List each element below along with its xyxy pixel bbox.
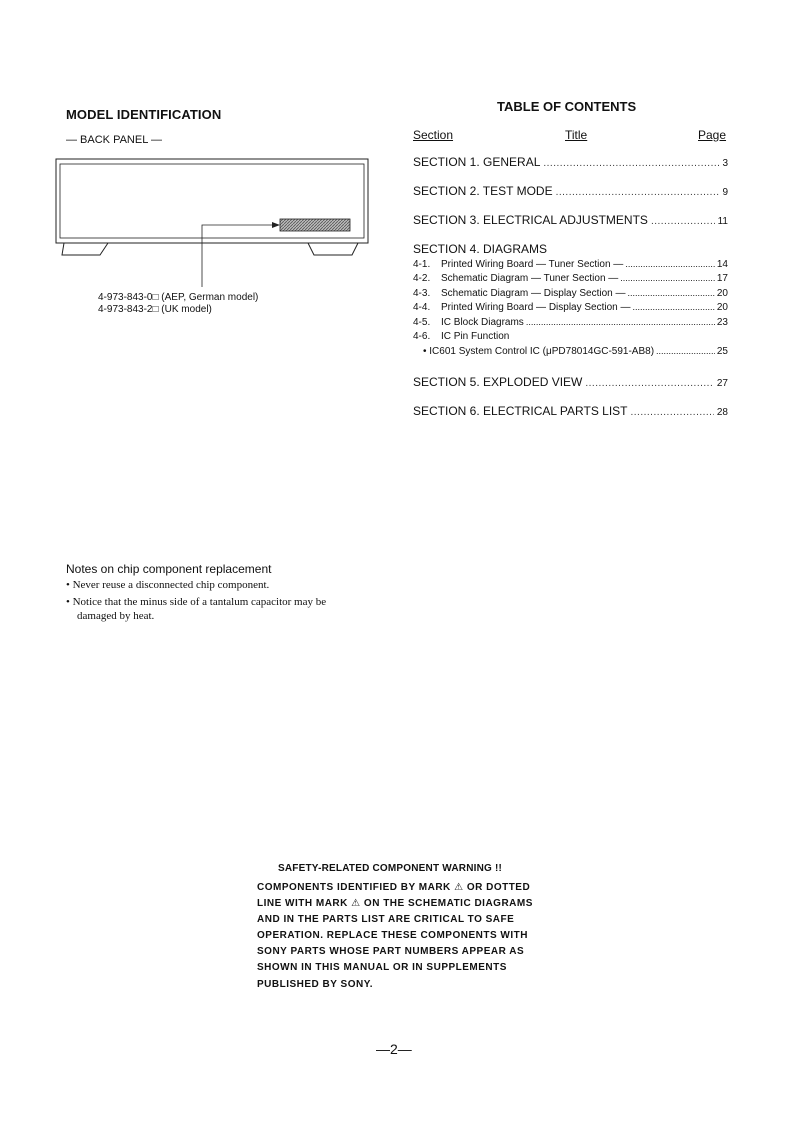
warning-rest: AND IN THE PARTS LIST ARE CRITICAL TO SAFE OPERATION. REPLACE THESE COMPONENTS WITH SONY PARTS WHOSE PART NUMBERS APPEAR AS SHOWN IN THIS MANUAL OR IN SUPPLEMENTS PUBLISHED BY SONY. (257, 914, 528, 990)
warning-mark-icon: ⚠ (351, 898, 361, 910)
subsection-label: Printed Wiring Board — Display Section — (441, 302, 631, 313)
toc-section-label: SECTION 5. EXPLODED VIEW (413, 375, 583, 389)
panel-left-foot (62, 243, 108, 255)
panel-right-foot (308, 243, 358, 255)
ic-item-label: • IC601 System Control IC (μPD78014GC-591-AB8) (423, 346, 655, 357)
subsection-page: 17 (716, 273, 728, 284)
subsection-number: 4-5. (413, 317, 431, 328)
toc-header-title: Title (565, 128, 588, 142)
safety-warning-body (257, 880, 547, 993)
toc-section-6 (413, 404, 728, 418)
note-item-2: • Notice that the minus side of a tantalum capacitor may be (66, 596, 327, 608)
toc-section-5 (413, 375, 728, 389)
toc-subsection-4-4 (413, 302, 728, 313)
toc-title: TABLE OF CONTENTS (497, 99, 637, 114)
warning-line-2: LINE WITH MARK ⚠ ON THE SCHEMATIC DIAGRAMS (257, 898, 533, 910)
ic-item-page: 25 (716, 346, 728, 357)
toc-section-page: 28 (716, 407, 728, 418)
warning-line-1: COMPONENTS IDENTIFIED BY MARK ⚠ OR DOTTED (257, 882, 531, 893)
subsection-number: 4-1. (413, 259, 431, 270)
toc-section-page: 3 (722, 158, 728, 169)
toc-section-label: SECTION 1. GENERAL (413, 155, 541, 169)
model-identification-title: MODEL IDENTIFICATION (66, 107, 222, 122)
subsection-number: 4-3. (413, 288, 431, 299)
subsection-page: 20 (716, 302, 728, 313)
back-panel-label: — BACK PANEL — (66, 134, 162, 146)
toc-section-page: 9 (722, 187, 728, 198)
notes-title: Notes on chip component replacement (66, 562, 272, 576)
leader-line (202, 225, 276, 287)
toc-section-label: SECTION 3. ELECTRICAL ADJUSTMENTS (413, 213, 648, 227)
safety-warning-heading: SAFETY-RELATED COMPONENT WARNING !! (278, 863, 503, 874)
toc-section-2 (413, 184, 728, 198)
toc-subsection-4-2 (413, 273, 728, 284)
page-number: —2— (376, 1041, 412, 1057)
toc-subsection-4-1 (413, 259, 728, 270)
back-panel-diagram (50, 155, 380, 295)
model-code-list (98, 292, 258, 316)
warning-mark-icon: ⚠ (454, 882, 464, 893)
toc-section-page: 11 (717, 216, 728, 227)
toc-section-label: SECTION 4. DIAGRAMS (413, 242, 548, 256)
subsection-number: 4-2. (413, 273, 431, 284)
subsection-label: Printed Wiring Board — Tuner Section — (441, 259, 624, 270)
subsection-number: 4-6. (413, 331, 431, 342)
subsection-page: 14 (716, 259, 728, 270)
model-code-aep: 4-973-843-0□ (AEP, German model) (98, 292, 259, 303)
toc-section-1 (413, 155, 728, 169)
toc-section-page: 27 (716, 378, 728, 389)
subsection-page: 23 (716, 317, 728, 328)
toc-ic601-item (423, 346, 728, 357)
toc-subsection-4-5 (413, 317, 728, 328)
model-code-uk: 4-973-843-2□ (UK model) (98, 304, 212, 315)
toc-section-label: SECTION 2. TEST MODE (413, 184, 553, 198)
leader-arrowhead (272, 222, 280, 228)
toc-section-3 (413, 213, 728, 227)
subsection-label: IC Pin Function (441, 331, 510, 342)
subsection-number: 4-4. (413, 302, 431, 313)
toc-subsection-4-3 (413, 288, 728, 299)
toc-header-page: Page (698, 128, 727, 142)
toc-subsection-4-6 (413, 331, 728, 342)
toc-section-label: SECTION 6. ELECTRICAL PARTS LIST (413, 404, 628, 418)
toc-header-section: Section (413, 128, 454, 142)
subsection-label: IC Block Diagrams (441, 317, 524, 328)
subsection-label: Schematic Diagram — Display Section — (441, 288, 626, 299)
note-item-1: • Never reuse a disconnected chip component. (66, 579, 270, 591)
note-item-2-continued: damaged by heat. (77, 610, 155, 622)
toc-section-4 (413, 242, 728, 256)
subsection-label: Schematic Diagram — Tuner Section — (441, 273, 619, 284)
model-label-plate (280, 219, 350, 231)
subsection-page: 20 (716, 288, 728, 299)
